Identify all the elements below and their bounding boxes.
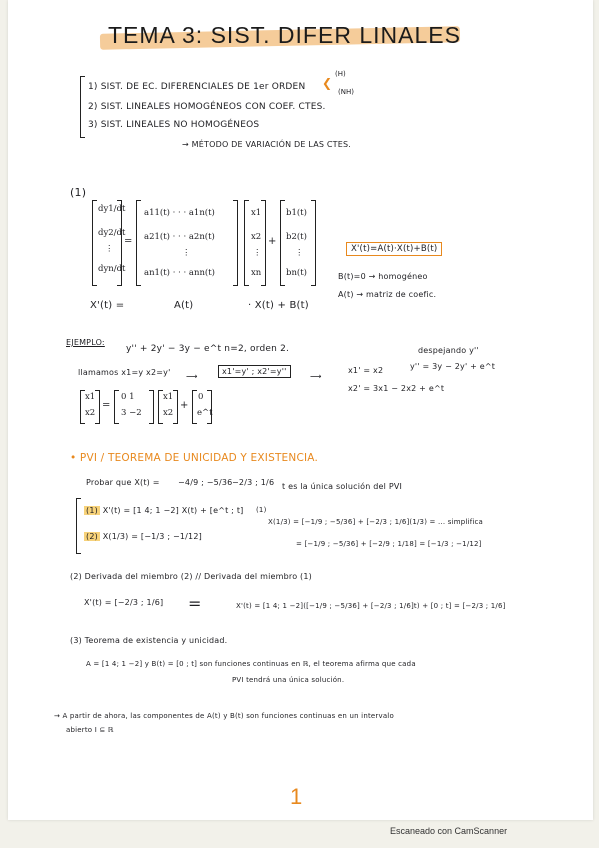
page-number: 1 (290, 784, 303, 809)
coefficient-matrix (136, 200, 238, 286)
example-plus: + (180, 400, 189, 411)
example-b-vector (192, 390, 212, 424)
page-title: TEMA 3: SIST. DIFER LINALES (108, 22, 461, 48)
plus-sign: + (268, 236, 277, 247)
example-label: EJEMPLO: (66, 338, 105, 347)
matrix-dots: ⋮ (182, 248, 191, 258)
b1-cell: b1(t) (286, 208, 307, 218)
legend-homogeneous: B(t)=0 → homogéneo (338, 272, 428, 281)
matrix-lhs-label: X'(t) = (90, 300, 125, 311)
closing-line-1: → A partir de ahora, las componentes de A(t) y B(t) son funciones continuas en un intervalo (54, 712, 394, 720)
part-2-rhs: X'(t) = [1 4; 1 −2]([−1/9 ; −5/36] + [−2/3 ; 1/6]t) + [0 ; t] = [−2/3 ; 1/6] (236, 602, 506, 610)
example-equation: y'' + 2y' − 3y − e^t n=2, orden 2. (126, 344, 290, 354)
example-sys-2: x2' = 3x1 − 2x2 + e^t (348, 384, 445, 393)
pvi-side-tag: (1) (256, 506, 267, 514)
example-x-vector (158, 390, 178, 424)
pvi-cond-2-tag: (2) (86, 532, 98, 541)
example-eq-sign: = (102, 400, 111, 411)
pvi-vector-a: −4/9 ; −5/36 (178, 478, 233, 487)
pvi-cond-2 (84, 532, 202, 541)
b2-cell: b2(t) (286, 232, 307, 242)
intro-brace (80, 76, 85, 138)
pvi-heading: • PVI / TEOREMA DE UNICIDAD Y EXISTENCIA. (70, 452, 319, 464)
intro-item-1-nh: (NH) (338, 88, 354, 96)
dots-cell: ⋮ (105, 244, 114, 254)
x-dots: ⋮ (253, 248, 262, 258)
part-3-line-2: PVI tendrá una única solución. (232, 676, 345, 684)
a11-row: a11(t) · · · a1n(t) (144, 208, 215, 218)
scanner-watermark: Escaneado con CamScanner (390, 826, 508, 836)
section-1-label: (1) (70, 186, 87, 199)
pvi-vector-b: −2/3 ; 1/6 (232, 478, 275, 487)
example-boxed-derivatives: x1'=y' ; x2'=y'' (218, 365, 291, 378)
x2-cell: x2 (251, 232, 262, 242)
pvi-text: t es la única solución del PVI (282, 482, 403, 491)
arrow-right-icon-2: ⟶ (310, 372, 322, 381)
intro-item-3: 3) SIST. LINEALES NO HOMOGÉNEOS (88, 120, 260, 130)
bn-cell: bn(t) (286, 268, 307, 278)
pvi-side-line-1: X(1/3) = [−1/9 ; −5/36] + [−2/3 ; 1/6](1/3) = ... simplifica (268, 518, 484, 526)
example-b2: e^t (197, 408, 213, 418)
part-2-equals: = (188, 594, 202, 613)
intro-item-3-method: → MÉTODO DE VARIACIÓN DE LAS CTES. (182, 140, 352, 149)
example-variables: llamamos x1=y x2=y' (78, 368, 171, 377)
example-x2: x2 (163, 408, 174, 418)
dy1-cell: dy1/dt (98, 204, 126, 214)
brace-orange-icon: ❮ (322, 76, 333, 90)
example-sys-1: x1' = x2 (348, 366, 384, 375)
eq-sign: = (124, 236, 133, 247)
part-3-heading: (3) Teorema de existencia y unicidad. (70, 636, 228, 645)
example-lhs-x1: x1 (85, 392, 96, 402)
pvi-cond-2-text: X(1/3) = [−1/3 ; −1/12] (102, 532, 202, 541)
example-lhs-vector (80, 390, 100, 424)
pvi-conditions-brace (76, 498, 81, 554)
intro-item-1: 1) SIST. DE EC. DIFERENCIALES DE 1er ORDEN (88, 82, 306, 92)
example-matrix-row-2: 3 −2 (121, 408, 142, 418)
arrow-right-icon: ⟶ (186, 372, 198, 381)
matrix-a-label: A(t) (174, 300, 194, 311)
x1-cell: x1 (251, 208, 262, 218)
dy2-cell: dy2/dt (98, 228, 126, 238)
pvi-cond-1-tag: (1) (86, 506, 98, 515)
part-2-heading: (2) Derivada del miembro (2) // Derivada del miembro (1) (70, 572, 312, 581)
derivative-vector (92, 200, 126, 286)
pvi-probar: Probar que X(t) = (86, 478, 160, 487)
example-lhs-x2: x2 (85, 408, 96, 418)
closing-line-2: abierto I ⊆ ℝ (66, 726, 114, 734)
example-coef-matrix (114, 390, 154, 424)
an1-row: an1(t) · · · ann(t) (144, 268, 215, 278)
matrix-rest-label: · X(t) + B(t) (248, 300, 309, 311)
example-despejando: despejando y'' (418, 346, 479, 355)
intro-item-2: 2) SIST. LINEALES HOMOGÉNEOS CON COEF. CTES. (88, 102, 326, 112)
b-vector (280, 200, 316, 286)
example-matrix-row-1: 0 1 (121, 392, 135, 402)
xn-cell: xn (251, 268, 262, 278)
legend-coefficients: A(t) → matriz de coefic. (338, 290, 437, 299)
pvi-cond-1 (84, 506, 243, 515)
pvi-cond-1-text: X'(t) = [1 4; 1 −2] X(t) + [e^t ; t] (102, 506, 244, 515)
a21-row: a21(t) · · · a2n(t) (144, 232, 215, 242)
dyn-cell: dyn/dt (98, 264, 126, 274)
pvi-side-line-2: = [−1/9 ; −5/36] + [−2/9 ; 1/18] = [−1/3 ; −1/12] (296, 540, 482, 548)
example-x1: x1 (163, 392, 174, 402)
example-y-eq: y'' = 3y − 2y' + e^t (410, 362, 496, 371)
part-2-lhs: X'(t) = [−2/3 ; 1/6] (84, 598, 164, 607)
part-3-line-1: A = [1 4; 1 −2] y B(t) = [0 ; t] son funciones continuas en ℝ, el teorema afirma que cada (86, 660, 416, 668)
x-vector (244, 200, 266, 286)
matrix-form-equation: X'(t)=A(t)·X(t)+B(t) (346, 242, 442, 256)
example-b1: 0 (198, 392, 204, 402)
b-dots: ⋮ (295, 248, 304, 258)
intro-item-1-h: (H) (335, 70, 346, 78)
